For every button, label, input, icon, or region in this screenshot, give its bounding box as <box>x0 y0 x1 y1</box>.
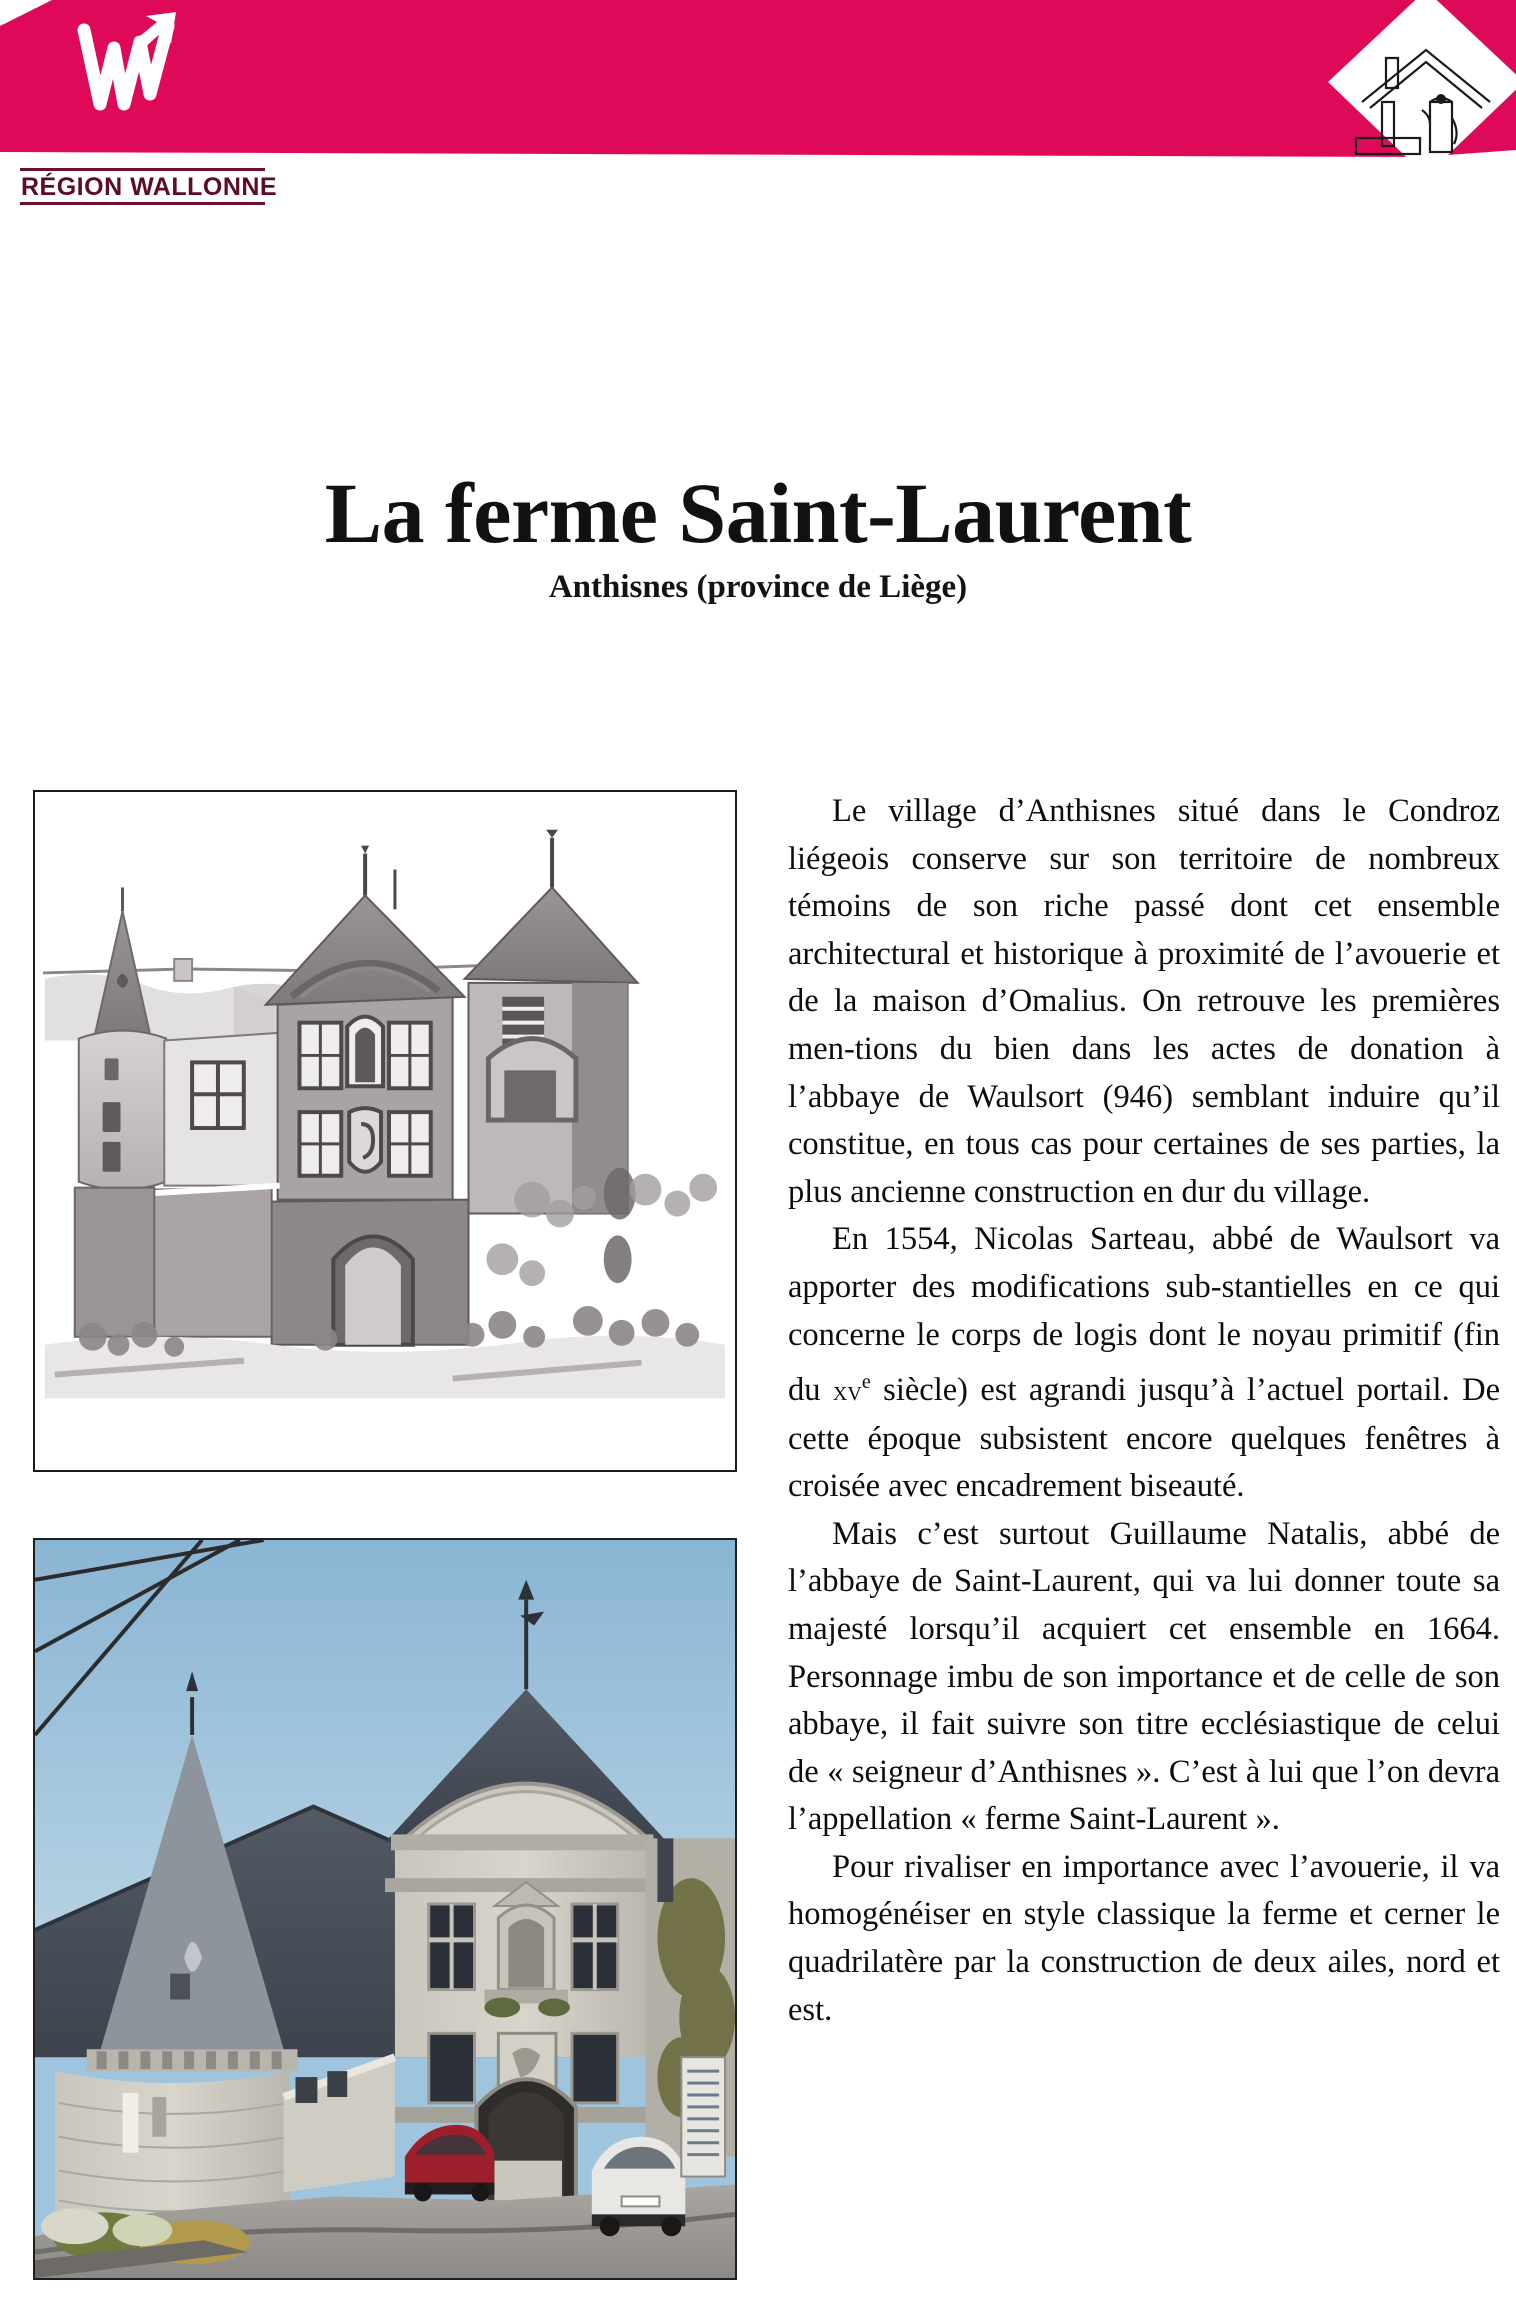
page-title: La ferme Saint-Laurent <box>324 464 1192 561</box>
red-car <box>405 2125 494 2202</box>
page-subtitle: Anthisnes (province de Liège) <box>548 569 968 606</box>
white-car <box>592 2137 685 2236</box>
article-paragraph-2 <box>788 1216 1500 1510</box>
engraving-figure <box>33 790 737 1472</box>
engraving-illustration <box>35 792 735 1470</box>
farm-entrance-photo <box>35 1540 735 2278</box>
paragraph-2-tail: siècle) est agrandi jusqu’à l’actuel portail. De cette époque subsistent encore quelques fenêtres à croisée avec encadrement biseauté. <box>788 1371 1501 1505</box>
pink-banner-shape <box>0 0 1516 165</box>
article-paragraph-3: Mais c’est surtout Guillaume Natalis, abbé de l’abbaye de Saint-Laurent, qui va lui donner toute sa majesté lorsqu’il acquiert cet ensemble en 1664. Personnage imbu de son importance et de celle de son abbaye, il fait suivre son titre ecclésiastique de celui de « seigneur d’Anthisnes ». C’est à lui que l’on devra l’appellation « ferme Saint-Laurent ». <box>788 1515 1500 1838</box>
region-wallonne-label <box>18 168 278 205</box>
article-paragraph-1: Le village d’Anthisnes situé dans le Condroz liégeois conserve sur son territoire de nombreux témoins de son riche passé dont cet ensemble architectural et historique à proximité de l’avouerie et de la maison d’Omalius. On retrouve les premières men-tions du bien dans les actes de donation à l’abbaye de Waulsort (946) semblant induire qu’il constitue, en tous cas pour certaines de ses parties, la plus ancienne construction en dur du village. <box>788 793 1500 1210</box>
region-wallonne-text: RÉGION WALLONNE <box>21 173 278 201</box>
photo-figure <box>33 1538 737 2280</box>
article-paragraph-4: Pour rivaliser en importance avec l’avouerie, il va homogénéiser en style classique la ferme et cerner le quadrilatère par la construction de deux ailes, nord et est. <box>788 1848 1500 2028</box>
paragraph-2-lead: En 1554, Nicolas Sarteau, abbé de Waulsort va apporter des modifications sub-stantielles en ce qui concerne le corps de logis dont le noyau primitif (fin du <box>788 1221 1500 1408</box>
region-rule-bottom <box>20 202 265 205</box>
w-arrow-logo <box>72 8 202 128</box>
century-ordinal-suffix: e <box>861 1371 871 1394</box>
article-text-column <box>788 788 1500 2034</box>
header-banner <box>0 0 1516 165</box>
century-roman-numeral: xv <box>832 1375 862 1407</box>
house-diamond-icon <box>1326 0 1516 165</box>
